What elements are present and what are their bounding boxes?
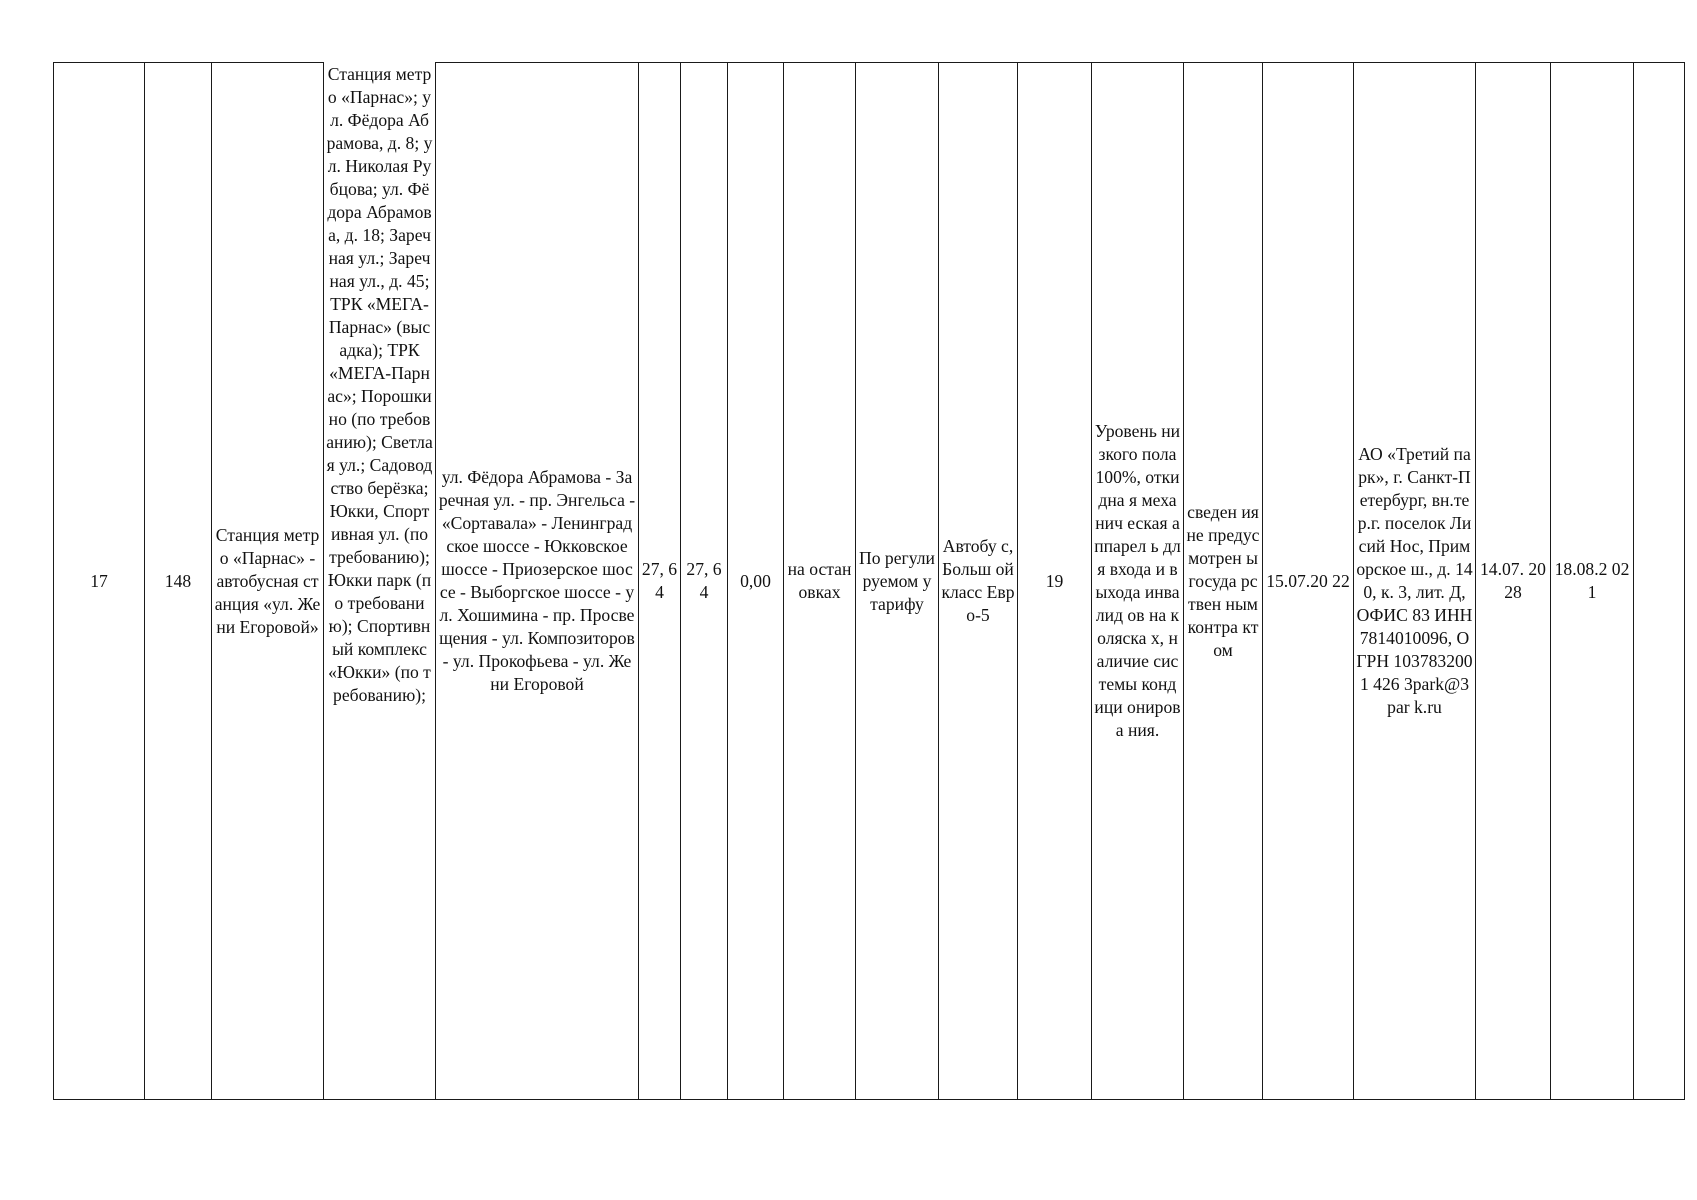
boarding-text: на остан овках [787, 559, 852, 602]
reg-number-text: 17 [90, 570, 108, 591]
cell-last-date [1551, 63, 1634, 1100]
end-date-text: 14.07. 2028 [1480, 559, 1546, 602]
cell-length-forward [639, 63, 681, 1100]
length-value-text: 0,00 [740, 570, 771, 591]
cell-reg-number [54, 63, 145, 1100]
cell-length-backward [681, 63, 728, 1100]
cell-carrier [1354, 63, 1476, 1100]
table-row [54, 63, 1685, 1100]
streets-text: ул. Фёдора Абрамова - Заречная ул. - пр. Энгельса - «Сортавала» - Ленинградское шоссе - Юкковское шоссе - Приозерское шоссе - Выборгское шоссе - ул. Хошимина - пр. Просвещения - ул. Композиторов - ул. Прокофьева - ул. Жени Егоровой [438, 467, 636, 694]
cell-route-number [145, 63, 212, 1100]
cell-vehicle [939, 63, 1018, 1100]
cell-vehicle-count [1018, 63, 1092, 1100]
vehicle-count-text: 19 [1045, 570, 1064, 591]
length-backward-text: 27, 64 [686, 559, 722, 602]
characteristics-text: Уровень низкого пола 100%, откидна я механич еская аппарел ь для входа и выхода инвалид ов на коляска х, наличие системы кондици онирова ния. [1094, 421, 1181, 740]
cell-tariff [856, 63, 939, 1100]
route-registry-table [53, 62, 1685, 1100]
cell-characteristics [1092, 63, 1184, 1100]
cell-length-value [728, 63, 784, 1100]
route-number-text: 148 [164, 570, 192, 591]
carrier-text: АО «Третий парк», г. Санкт-Петербург, вн.тер.г. поселок Лисий Нос, Приморское ш., д. 140, к. 3, лит. Д, ОФИС 83 ИНН 7814010096, ОГРН 1037832001 426 3park@3par k.ru [1356, 444, 1473, 717]
cell-start-date [1263, 63, 1354, 1100]
stops-text: Станция метро «Парнас»; ул. Фёдора Абрамова, д. 8; ул. Николая Рубцова; ул. Фёдора Абрамова, д. 18; Заречная ул.; Заречная ул., д. 45; ТРК «МЕГА-Парнас» (высадка); ТРК «МЕГА-Парнас»; Порошкино (по требованию); Светлая ул.; Садоводство берёзка; Юкки, Спортивная ул. (по требованию); Юкки парк (по требованию); Спортивный комплекс «Юкки» (по требованию); [326, 63, 433, 705]
vehicle-text: Автобу с, Больш ой класс Евро-5 [941, 536, 1015, 625]
cell-extra [1634, 63, 1685, 1100]
cell-stops [324, 63, 436, 1100]
cell-streets [436, 63, 639, 1100]
cell-route-name [212, 63, 324, 1100]
tariff-text: По регули руемом у тарифу [859, 547, 935, 614]
contract-text: сведен ия не предус мотрен ы госуда рствен ным контра ктом [1186, 501, 1260, 660]
start-date-text: 15.07.20 22 [1266, 570, 1350, 591]
cell-end-date [1476, 63, 1551, 1100]
cell-contract [1184, 63, 1263, 1100]
length-forward-text: 27, 64 [641, 559, 678, 602]
route-name-text: Станция метро «Парнас» - автобусная станция «ул. Жени Егоровой» [214, 524, 321, 637]
cell-boarding [784, 63, 856, 1100]
last-date-text: 18.08.2 021 [1554, 559, 1630, 602]
